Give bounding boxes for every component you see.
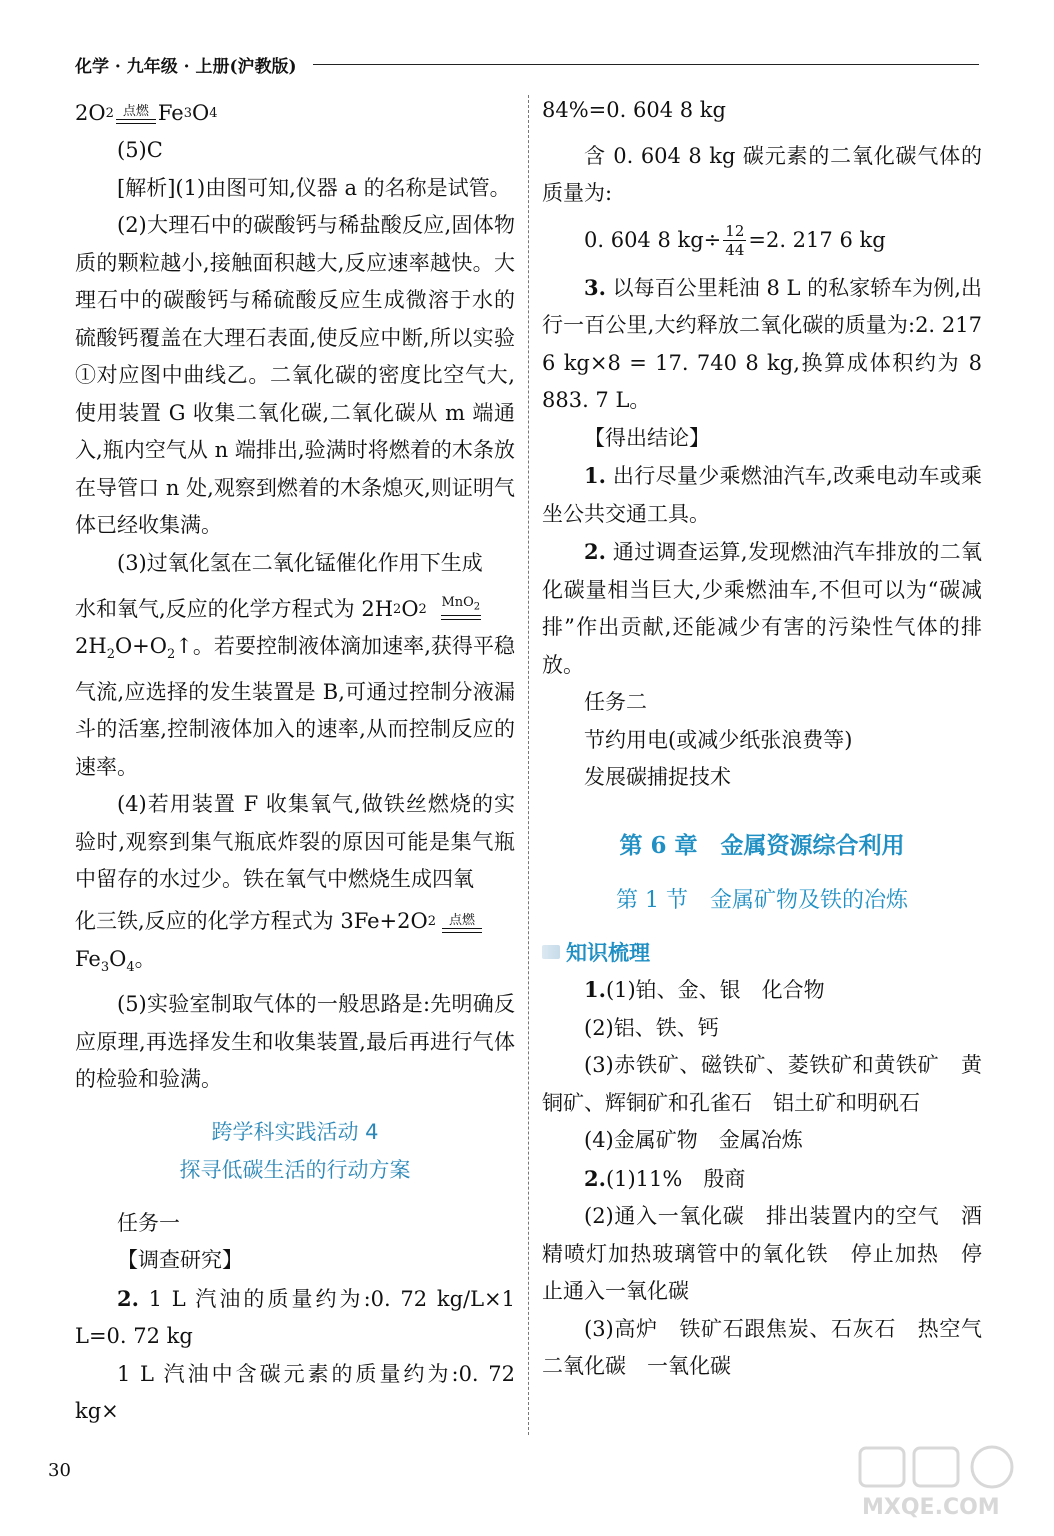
eq-sub: 2 <box>473 602 481 613</box>
knowledge-label: 知识梳理 <box>566 939 650 965</box>
activity-title: 跨学科实践活动 4 <box>211 1119 379 1144</box>
header-title: 化学 · 九年级 · 上册(沪教版) <box>75 57 297 77</box>
eq-sub: 2 <box>105 105 114 121</box>
analysis-4-b <box>75 941 515 987</box>
calc-result: 84%=0. 604 8 kg <box>542 98 726 122</box>
q-number: 1. <box>584 977 606 1002</box>
activity-subtitle: 探寻低碳生活的行动方案 <box>179 1157 411 1182</box>
watermark-text: MXQE.COM <box>862 1495 1000 1520</box>
watermark-box-1 <box>860 1448 904 1486</box>
task-1-heading: 任务一 <box>117 1210 180 1235</box>
page-number: 30 <box>48 1460 71 1481</box>
analysis-3-text: 水和氧气,反应的化学方程式为 2H <box>75 596 394 621</box>
knowledge-icon <box>542 945 560 959</box>
knowledge-1d: (4)金属矿物 金属冶炼 <box>584 1128 803 1152</box>
survey-q3 <box>542 269 982 420</box>
header-rule <box>313 64 979 65</box>
eq-lhs: 2O <box>75 100 106 125</box>
eq-o2: O <box>401 596 419 621</box>
eq-part: 。 <box>134 946 156 971</box>
task-2-heading: 任务二 <box>584 690 647 714</box>
survey-q2 <box>75 1280 515 1356</box>
analysis-4-a: (4)若用装置 F 收集氧气,做铁丝燃烧的实验时,观察到集气瓶底炸裂的原因可能是集气瓶中留存的水过少。铁在氧气中燃烧生成四氧 <box>75 792 515 892</box>
survey-heading: 【调查研究】 <box>117 1248 243 1273</box>
q-text: (1)铂、金、银 化合物 <box>605 978 825 1002</box>
eq-condition: 点燃 <box>122 104 149 119</box>
q-text: 1 L 汽油的质量约为:0. 72 kg/L×1 L=0. 72 kg <box>75 1286 515 1349</box>
q-number: 3. <box>584 274 606 300</box>
column-divider <box>528 95 529 1435</box>
eq-sub: 4 <box>209 105 218 121</box>
eq-condition-arrow <box>442 914 482 941</box>
left-column <box>75 90 515 1431</box>
analysis-4-text: 化三铁,反应的化学方程式为 3Fe+2O <box>75 909 428 934</box>
eq-sub: 3 <box>100 959 110 975</box>
conclusion-heading: 【得出结论】 <box>584 425 710 450</box>
knowledge-2 <box>542 1160 982 1199</box>
fraction-denominator: 44 <box>725 241 745 259</box>
eq-sub: 2 <box>418 601 427 617</box>
eq-condition: 点燃 <box>449 912 476 928</box>
eq-rhs-a: Fe <box>157 100 184 125</box>
q-text: 通过调查运算,发现燃油汽车排放的二氧化碳量相当巨大,少乘燃油车,不但可以为“碳减排”作出贡献,还能减少有害的污染性气体的排放。 <box>542 540 982 677</box>
calc-part: =2. 217 6 kg <box>748 227 886 252</box>
page-header <box>75 50 979 80</box>
eq-sub: 2 <box>427 914 437 930</box>
knowledge-2b: (2)通入一氧化碳 排出装置内的空气 酒精喷灯加热玻璃管中的氧化铁 停止加热 停止通入一氧化碳 <box>542 1204 982 1303</box>
watermark-circle <box>972 1447 1012 1487</box>
knowledge-1 <box>542 971 982 1010</box>
eq-part: O <box>109 946 127 971</box>
eq-bar <box>116 119 156 124</box>
q-number: 1. <box>584 463 606 488</box>
fraction-numerator: 12 <box>725 222 745 240</box>
q-number: 2. <box>584 539 606 564</box>
eq-part: O+O <box>114 634 167 658</box>
survey-q2b: 1 L 汽油中含碳元素的质量约为:0. 72 kg× <box>75 1361 515 1424</box>
q-number: 2. <box>584 1165 606 1191</box>
watermark-logo <box>852 1444 1032 1522</box>
eq-sub: 2 <box>106 647 115 663</box>
catalyst-text: MnO <box>441 595 474 611</box>
eq-condition-arrow <box>116 105 156 132</box>
analysis-4-equation <box>75 899 515 941</box>
q-text: 以每百公里耗油 8 L 的私家轿车为例,出行一百公里,大约释放二氧化碳的质量为:2. 217 6 kg×8 = 17. 740 8 kg,换算成体积约为 8 883. 7 L。 <box>542 275 982 412</box>
eq-bar <box>441 615 481 620</box>
eq-rhs-b: O <box>192 100 210 125</box>
watermark-box-2 <box>914 1448 958 1486</box>
analysis-1: [解析](1)由图可知,仪器 a 的名称是试管。 <box>117 175 511 200</box>
equation-fe3o4 <box>75 90 515 132</box>
analysis-3-b <box>75 628 515 786</box>
conclusion-2 <box>542 533 982 684</box>
analysis-5: (5)实验室制取气体的一般思路是:先明确反应原理,再选择发生和收集装置,最后再进行气体的检验和验满。 <box>75 992 515 1092</box>
knowledge-2c: (3)高炉 铁矿石跟焦炭、石灰石 热空气 二氧化碳 一氧化碳 <box>542 1316 1003 1378</box>
eq-sub: 3 <box>183 105 192 121</box>
eq-sub: 2 <box>167 647 176 663</box>
fraction-12-44 <box>723 222 746 259</box>
eq-catalyst-arrow <box>441 596 481 628</box>
eq-sub: 4 <box>126 959 135 975</box>
q-number: 2. <box>117 1285 139 1311</box>
task-2-item-b: 发展碳捕捉技术 <box>584 765 731 789</box>
eq-sub: 2 <box>393 601 402 617</box>
knowledge-heading <box>542 934 982 972</box>
q-text: (1)11% 殷商 <box>605 1166 746 1191</box>
section-title: 第 1 节 金属矿物及铁的冶炼 <box>616 888 908 913</box>
knowledge-1c: (3)赤铁矿、磁铁矿、菱铁矿和黄铁矿 黄铜矿、辉铜矿和孔雀石 铝土矿和明矾石 <box>542 1053 982 1115</box>
analysis-3-rest: ↑。若要控制液体滴加速率,获得平稳气流,应选择的发生装置是 B,可通过控制分液漏斗的活塞,控制液体加入的速率,从而控制反应的速率。 <box>75 634 515 779</box>
knowledge-1b: (2)铝、铁、钙 <box>584 1015 719 1040</box>
conclusion-1 <box>542 457 982 533</box>
analysis-3-equation <box>75 582 515 628</box>
calc-co2-equation <box>542 213 982 269</box>
eq-part: 2H <box>75 634 107 658</box>
calc-co2-text: 含 0. 604 8 kg 碳元素的二氧化碳气体的质量为: <box>542 143 982 205</box>
eq-part: Fe <box>75 946 101 971</box>
q-text: 出行尽量少乘燃油汽车,改乘电动车或乘坐公共交通工具。 <box>542 464 982 526</box>
analysis-2: (2)大理石中的碳酸钙与稀盐酸反应,固体物质的颗粒越小,接触面积越大,反应速率越快。大理石中的碳酸钙与稀硫酸反应生成微溶于水的硫酸钙覆盖在大理石表面,使反应中断,所以实验①对应图中曲线乙。二氧化碳的密度比空气大,使用装置 G 收集二氧化碳,二氧化碳从 m 端通入,瓶内空气从 n 端排出,验满时将燃着的木条放在导管口 n 处,观察到燃着的木条熄灭,则证明气体已经收集满。 <box>75 213 515 537</box>
eq-bar <box>442 928 482 933</box>
task-2-item-a: 节约用电(或减少纸张浪费等) <box>584 727 853 752</box>
eq-catalyst <box>441 596 480 615</box>
analysis-3-a: (3)过氧化氢在二氧化锰催化作用下生成 <box>117 550 483 575</box>
chapter-title: 第 6 章 金属资源综合利用 <box>619 831 905 859</box>
right-column <box>542 92 1003 1386</box>
answer-5: (5)C <box>117 138 163 162</box>
calc-part: 0. 604 8 kg÷ <box>584 227 722 252</box>
